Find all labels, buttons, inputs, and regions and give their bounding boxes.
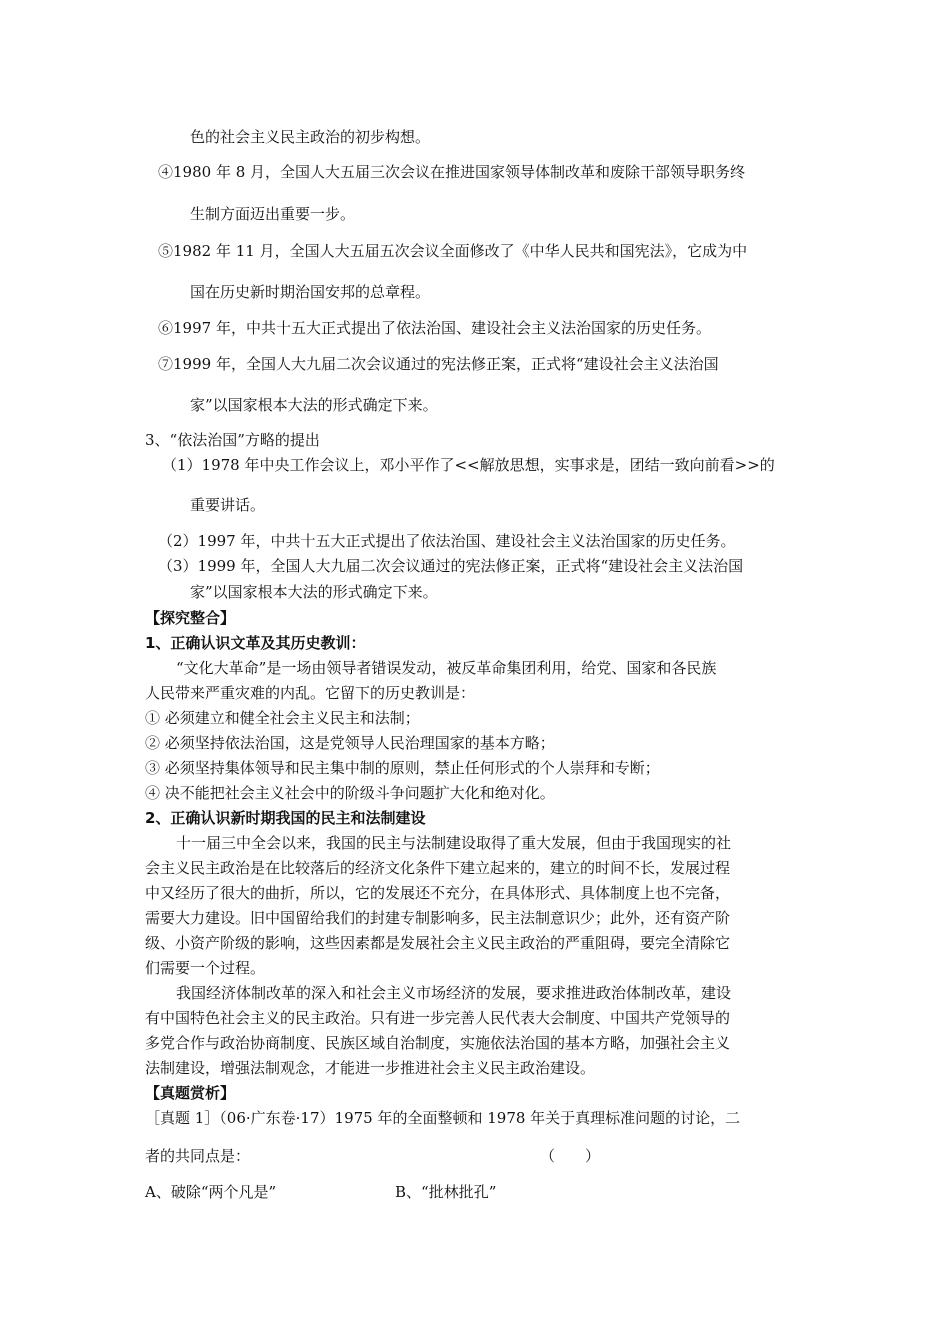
text-line: 国在历史新时期治国安邦的总章程。 bbox=[190, 283, 431, 301]
section-title: 【真题赏析】 bbox=[145, 1084, 236, 1102]
text-line: ④1980 年 8 月，全国人大五届三次会议在推进国家领导体制改革和废除干部领导职务终 bbox=[158, 163, 746, 181]
text-line: （3）1999 年，全国人大九届二次会议通过的宪法修正案，正式将“建设社会主义法治国 bbox=[158, 557, 744, 575]
paragraph-line: 法制建设，增强法制观念，才能进一步推进社会主义民主政治建设。 bbox=[145, 1059, 596, 1077]
text-line: ⑤1982 年 11 月，全国人大五届五次会议全面修改了《中华人民共和国宪法》，它成为中 bbox=[158, 242, 748, 260]
paragraph-line: 级、小资产阶级的影响，这些因素都是发展社会主义民主政治的严重阻碍，要完全清除它 bbox=[145, 934, 731, 952]
paragraph-line: 们需要一个过程。 bbox=[145, 959, 266, 977]
section-title: 【探究整合】 bbox=[145, 609, 236, 627]
paragraph-line: “文化大革命”是一场由领导者错误发动，被反革命集团利用，给党、国家和各民族 bbox=[176, 659, 717, 677]
question-text: 者的共同点是： bbox=[145, 1147, 251, 1165]
text-line: 家”以国家根本大法的形式确定下来。 bbox=[190, 583, 438, 601]
paragraph-line: 需要大力建设。旧中国留给我们的封建专制影响多，民主法制意识少；此外，还有资产阶 bbox=[145, 909, 731, 927]
paragraph-line: 多党合作与政治协商制度、民族区域自治制度，实施依法治国的基本方略，加强社会主义 bbox=[145, 1034, 731, 1052]
paragraph-line: 有中国特色社会主义的民主政治。只有进一步完善人民代表大会制度、中国共产党领导的 bbox=[145, 1009, 731, 1027]
text-line: （1）1978 年中央工作会议上，邓小平作了<<解放思想，实事求是，团结一致向前看>>的 bbox=[162, 456, 775, 474]
paragraph-line: 十一届三中全会以来，我国的民主与法制建设取得了重大发展，但由于我国现实的社 bbox=[176, 834, 732, 852]
answer-blank: （ ） bbox=[540, 1147, 601, 1165]
section-heading: 3、“依法治国”方略的提出 bbox=[145, 431, 320, 449]
list-item: ② 必须坚持依法治国，这是党领导人民治理国家的基本方略； bbox=[145, 734, 555, 752]
text-line: ⑦1999 年，全国人大九届二次会议通过的宪法修正案，正式将“建设社会主义法治国 bbox=[158, 355, 719, 373]
option-a: A、破除“两个凡是” bbox=[145, 1183, 277, 1201]
paragraph-line: 中又经历了很大的曲折，所以，它的发展还不充分，在具体形式、具体制度上也不完备， bbox=[145, 884, 731, 902]
text-line: 重要讲话。 bbox=[190, 496, 266, 514]
paragraph-line: 会主义民主政治是在比较落后的经济文化条件下建立起来的，建立的时间不长，发展过程 bbox=[145, 859, 731, 877]
list-item: ① 必须建立和健全社会主义民主和法制； bbox=[145, 709, 420, 727]
paragraph-line: 人民带来严重灾难的内乱。它留下的历史教训是： bbox=[145, 684, 476, 702]
paragraph-line: 我国经济体制改革的深入和社会主义市场经济的发展，要求推进政治体制改革，建设 bbox=[176, 984, 732, 1002]
subsection-heading: 1、正确认识文革及其历史教训： bbox=[145, 634, 366, 652]
question-text: ［真题 1］（06·广东卷·17）1975 年的全面整顿和 1978 年关于真理标准问题的讨论，二 bbox=[145, 1109, 741, 1127]
list-item: ③ 必须坚持集体领导和民主集中制的原则，禁止任何形式的个人崇拜和专断； bbox=[145, 759, 660, 777]
text-line: 生制方面迈出重要一步。 bbox=[190, 205, 356, 223]
subsection-heading: 2、正确认识新时期我国的民主和法制建设 bbox=[145, 809, 426, 827]
option-b: B、“批林批孔” bbox=[395, 1183, 497, 1201]
text-line: 色的社会主义民主政治的初步构想。 bbox=[190, 128, 431, 146]
text-line: （2）1997 年，中共十五大正式提出了依法治国、建设社会主义法治国家的历史任务。 bbox=[158, 532, 736, 550]
list-item: ④ 决不能把社会主义社会中的阶级斗争问题扩大化和绝对化。 bbox=[145, 784, 555, 802]
text-line: 家”以国家根本大法的形式确定下来。 bbox=[190, 396, 438, 414]
text-line: ⑥1997 年，中共十五大正式提出了依法治国、建设社会主义法治国家的历史任务。 bbox=[158, 319, 711, 337]
